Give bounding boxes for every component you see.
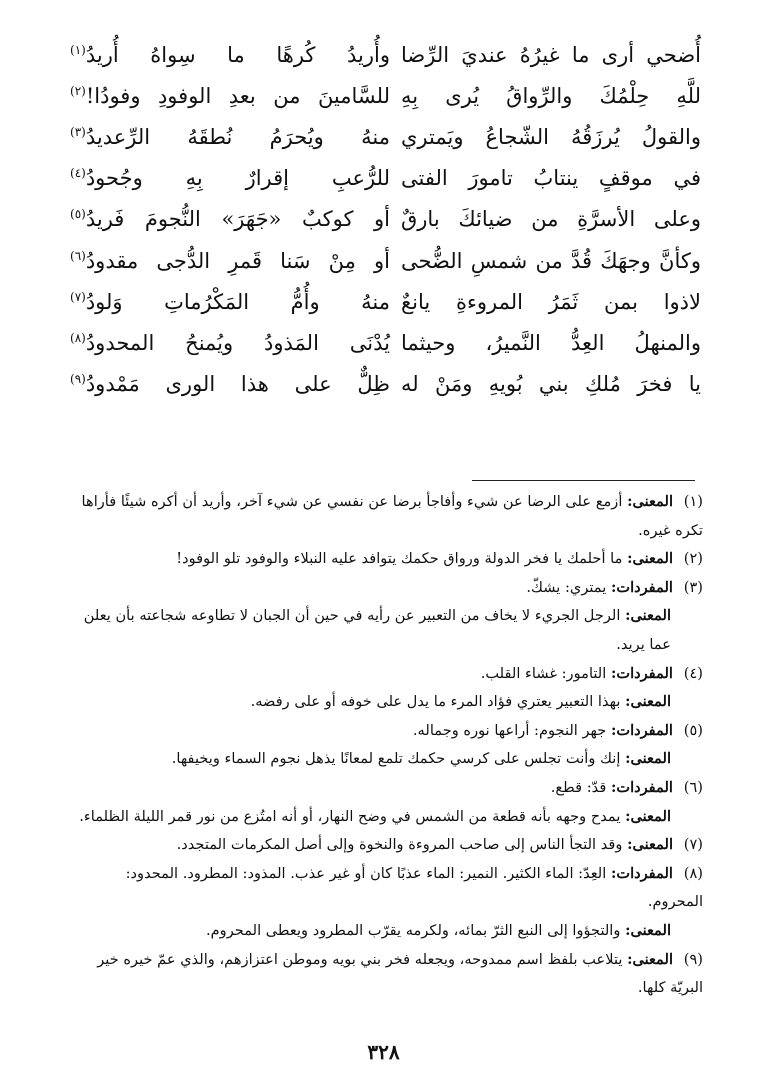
footnote-label: المعنى:: [627, 836, 673, 854]
verse-first-hemistich: للَّهِ حِلْمُكَ والرِّواقُ يُرى بِهِ: [401, 83, 701, 108]
footnote-text: يتلاعب بلفظ اسم ممدوحه، ويجعله فخر بني بويه وموطن اعتزازهم، والذي عمّ خيره خير البريّة كلها.: [97, 950, 703, 997]
footnote: [66, 774, 703, 831]
footnotes: [66, 488, 703, 1003]
footnote-line: [66, 488, 703, 545]
footnote-label: المفردات:: [610, 864, 673, 882]
verse-second-text: أو مِنْ سَنا قَمرِ الدُّجى مقدودُ: [85, 248, 390, 273]
footnote-label: المعنى:: [627, 550, 673, 568]
verse-first-hemistich: لاذوا بمن ثَمَرُ المروءةِ يانعٌ: [401, 289, 701, 314]
footnote-line: [66, 860, 703, 917]
verse-line: [70, 199, 701, 240]
verse-second-text: ظِلٌّ على هذا الورى مَمْدودُ: [85, 372, 390, 397]
verse-second-text: منهُ ويُحرَمُ نُطقَهُ الرِّعديدُ: [85, 124, 390, 149]
verse-line: [70, 322, 701, 363]
footnote-marker: (٦): [70, 248, 86, 263]
footnote-text: جهر النجوم: أراعها نوره وجماله.: [412, 721, 611, 739]
footnote-number: (٩): [683, 950, 703, 968]
footnote-text: والتجؤوا إلى النبع الثرّ بمائه، ولكرمه يقرّب المطرود ويعطى المحروم.: [206, 921, 626, 939]
footnote-text: التامور: غشاء القلب.: [480, 664, 611, 682]
footnote-line: [66, 831, 703, 860]
footnote-line: [66, 717, 703, 746]
verse-second-hemistich: [70, 249, 390, 273]
footnote: [66, 717, 703, 774]
verse-first-hemistich: وكأنَّ وجهَكَ قُدَّ من شمسِ الضُّحى: [401, 248, 701, 273]
verse-second-hemistich: [70, 43, 390, 67]
footnote-number: (٣): [683, 578, 703, 596]
footnote-label: المعنى:: [625, 807, 671, 825]
footnote-text: أزمع على الرضا عن شيء وأفاجأ برضا عن نفسي عن شيء آخر، وأريد أن أكره شيئًا فأراها تكره غيره.: [81, 493, 703, 539]
footnote-line: [66, 688, 703, 717]
footnote-label: المعنى:: [627, 950, 673, 968]
verse-second-text: يُدْنَى المَذودُ ويُمنحُ المحدودُ: [85, 330, 390, 355]
footnote: [66, 946, 703, 1003]
footnote-line: [66, 602, 703, 659]
footnote-text: بهذا التعبير يعتري فؤاد المرء ما يدل على خوفه أو على رفضه.: [250, 693, 626, 711]
verse-line: [70, 75, 701, 116]
verse-second-hemistich: [70, 331, 390, 355]
footnote-number: (٥): [683, 721, 703, 739]
verse-second-text: وأُريدُ كُرهًا ما سِواهُ أُريدُ: [85, 42, 390, 67]
footnote-number: (٨): [683, 864, 703, 882]
footnote-label: المفردات:: [610, 778, 673, 796]
footnote-marker: (٨): [70, 330, 86, 345]
verse-line: [70, 240, 701, 281]
verse-first-hemistich: والقولُ يُرزَقُهُ الشّجاعُ ويَمتري: [401, 124, 701, 149]
footnote-label: المفردات:: [610, 578, 673, 596]
poem: [70, 34, 701, 405]
footnote-line: [66, 745, 703, 774]
footnote-divider: [472, 480, 695, 481]
footnote-text: الرجل الجريء لا يخاف من التعبير عن رأيه في حين أن الجبان لا تطاوعه شجاعته بأن يعلن عما يريد.: [83, 607, 671, 653]
footnote-label: المعنى:: [625, 607, 671, 625]
verse-second-text: للرُّعبِ إقرارٌ بِهِ وجُحودُ: [85, 166, 390, 191]
footnote-number: (٤): [683, 664, 703, 682]
footnote-line: [66, 574, 703, 603]
footnote-text: وقد التجأ الناس إلى صاحب المروءة والنخوة وإلى أصل المكرمات المتجدد.: [176, 836, 628, 854]
verse-second-hemistich: [70, 166, 390, 190]
verse-line: [70, 364, 701, 405]
verse-first-hemistich: في موقفٍ ينتابُ تامورَ الفتى: [401, 166, 701, 191]
footnote-line: [66, 660, 703, 689]
footnote: [66, 660, 703, 717]
footnote-label: المفردات:: [610, 664, 673, 682]
footnote-line: [66, 803, 703, 832]
footnote: [66, 545, 703, 574]
footnote-number: (٢): [683, 550, 703, 568]
verse-second-hemistich: [70, 84, 390, 108]
page-number: ٣٢٨: [367, 1040, 400, 1064]
verse-second-hemistich: [70, 125, 390, 149]
footnote: [66, 574, 703, 660]
footnote-text: يمتري: يشكّ.: [526, 578, 611, 596]
verse-line: [70, 116, 701, 157]
footnote-label: المعنى:: [627, 493, 673, 510]
footnote-text: إنك وأنت تجلس على كرسي حكمك تلمع لمعانًا يذهل نجوم السماء ويخيفها.: [171, 750, 626, 768]
footnote-marker: (٥): [70, 207, 86, 222]
footnote-marker: (١): [70, 42, 86, 57]
footnote: [66, 860, 703, 946]
verse-first-hemistich: أُضحي أرى ما غيرُهُ عنديَ الرِّضا: [401, 42, 701, 67]
footnote-marker: (٢): [70, 83, 86, 98]
verse-second-text: أو كوكبٌ «جَهَرَ» النُّجومَ فَريدُ: [85, 207, 390, 232]
footnote-number: (١): [683, 493, 703, 510]
verse-line: [70, 34, 701, 75]
footnote-text: العِدّ: الماء الكثير. النمير: الماء عذبًا كان أو غير عذب. المذود: المطرود. المحدود: المحروم.: [125, 864, 703, 911]
footnote-marker: (٩): [70, 372, 86, 387]
verse-first-hemistich: يا فخرَ مُلكِ بني بُويهِ ومَنْ له: [401, 372, 701, 397]
verse-first-hemistich: والمنهلُ العِدُّ النَّميرُ، وحيثما: [401, 330, 701, 355]
footnote-line: [66, 774, 703, 803]
verse-second-hemistich: [70, 372, 390, 396]
footnote-marker: (٧): [70, 289, 86, 304]
footnote: [66, 488, 703, 545]
footnote-number: (٦): [683, 778, 703, 796]
verse-second-hemistich: [70, 207, 390, 231]
footnote-text: يمدح وجهه بأنه قطعة من الشمس في وضح النهار، أو أنه امتُزع من نور قمر الليلة الظلماء.: [79, 807, 626, 825]
footnote-label: المعنى:: [625, 693, 671, 711]
footnote: [66, 831, 703, 860]
verse-second-hemistich: [70, 290, 390, 314]
footnote-marker: (٤): [70, 166, 86, 181]
footnote-line: [66, 917, 703, 946]
footnote-number: (٧): [683, 836, 703, 854]
verse-second-text: للسَّامينَ من بعدِ الوفودِ وفودُا!: [85, 83, 390, 108]
footnote-label: المفردات:: [610, 721, 673, 739]
verse-first-hemistich: وعلى الأسرَّةِ من ضيائكَ بارقٌ: [401, 207, 701, 232]
footnote-line: [66, 946, 703, 1003]
footnote-text: قدّ: قطع.: [550, 778, 611, 796]
footnote-label: المعنى:: [625, 921, 671, 939]
footnote-text: ما أحلمك يا فخر الدولة ورواق حكمك يتوافد عليه النبلاء والوفود تلو الوفود!: [176, 550, 628, 568]
footnote-marker: (٣): [70, 124, 86, 139]
verse-line: [70, 281, 701, 322]
verse-second-text: منهُ وأُمُّ المَكْرُماتِ وَلودُ: [85, 289, 390, 314]
footnote-label: المعنى:: [625, 750, 671, 768]
verse-line: [70, 158, 701, 199]
footnote-line: [66, 545, 703, 574]
